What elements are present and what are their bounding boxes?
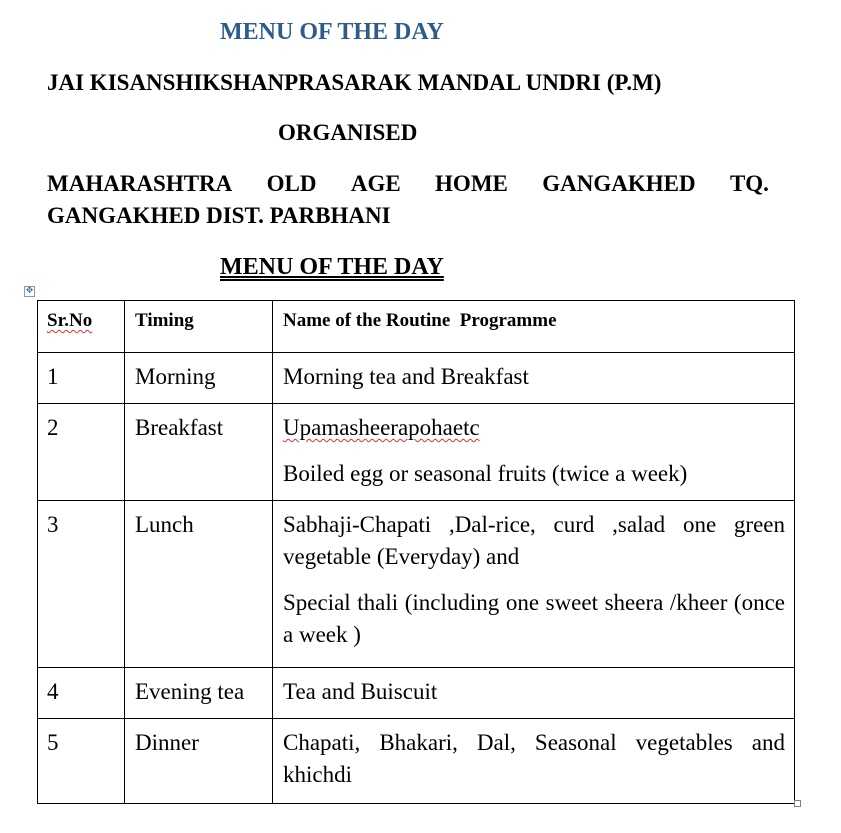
home-name-line-1 <box>47 171 769 197</box>
sr-no-cell: 3 <box>38 501 125 668</box>
menu-heading: MENU OF THE DAY <box>220 254 444 280</box>
sr-no-cell: 4 <box>38 668 125 719</box>
table-row <box>38 404 795 501</box>
programme-cell: Tea and Buiscuit <box>273 668 795 719</box>
move-icon[interactable]: ✥ <box>25 286 34 296</box>
table-header-row <box>38 301 795 353</box>
home-word: TQ. <box>729 171 769 196</box>
programme-cell: Upamasheerapohaetc Boiled egg or seasonal fruits (twice a week) <box>273 404 795 501</box>
resize-icon[interactable] <box>794 800 801 807</box>
timing-cell: Breakfast <box>125 404 273 501</box>
timing-cell: Evening tea <box>125 668 273 719</box>
home-word: MAHARASHTRA <box>47 171 233 196</box>
home-word: HOME <box>435 171 508 196</box>
home-word: GANGAKHED <box>542 171 696 196</box>
table-row <box>38 353 795 404</box>
column-header-sr-no: Sr.No <box>38 301 125 353</box>
table-row <box>38 719 795 804</box>
timing-cell: Morning <box>125 353 273 404</box>
home-word: AGE <box>350 171 401 196</box>
timing-cell: Lunch <box>125 501 273 668</box>
table-row <box>38 501 795 668</box>
menu-table <box>37 300 795 804</box>
table-row <box>38 668 795 719</box>
organisation-name: JAI KISANSHIKSHANPRASARAK MANDAL UNDRI (P.M) <box>47 70 662 95</box>
column-header-programme: Name of the Routine Programme <box>273 301 795 353</box>
programme-cell: Chapati, Bhakari, Dal, Seasonal vegetables and khichdi <box>273 719 795 804</box>
programme-cell: Sabhaji-Chapati ,Dal-rice, curd ,salad one green vegetable (Everyday) and Special thali (including one sweet sheera /kheer (once a week ) <box>273 501 795 668</box>
organised-label: ORGANISED <box>278 120 418 145</box>
sr-no-cell: 5 <box>38 719 125 804</box>
page-title: MENU OF THE DAY <box>220 19 444 45</box>
timing-cell: Dinner <box>125 719 273 804</box>
home-name-line-2: GANGAKHED DIST. PARBHANI <box>47 203 391 228</box>
home-word: OLD <box>266 171 317 196</box>
column-header-timing: Timing <box>125 301 273 353</box>
programme-cell: Morning tea and Breakfast <box>273 353 795 404</box>
sr-no-cell: 2 <box>38 404 125 501</box>
sr-no-cell: 1 <box>38 353 125 404</box>
